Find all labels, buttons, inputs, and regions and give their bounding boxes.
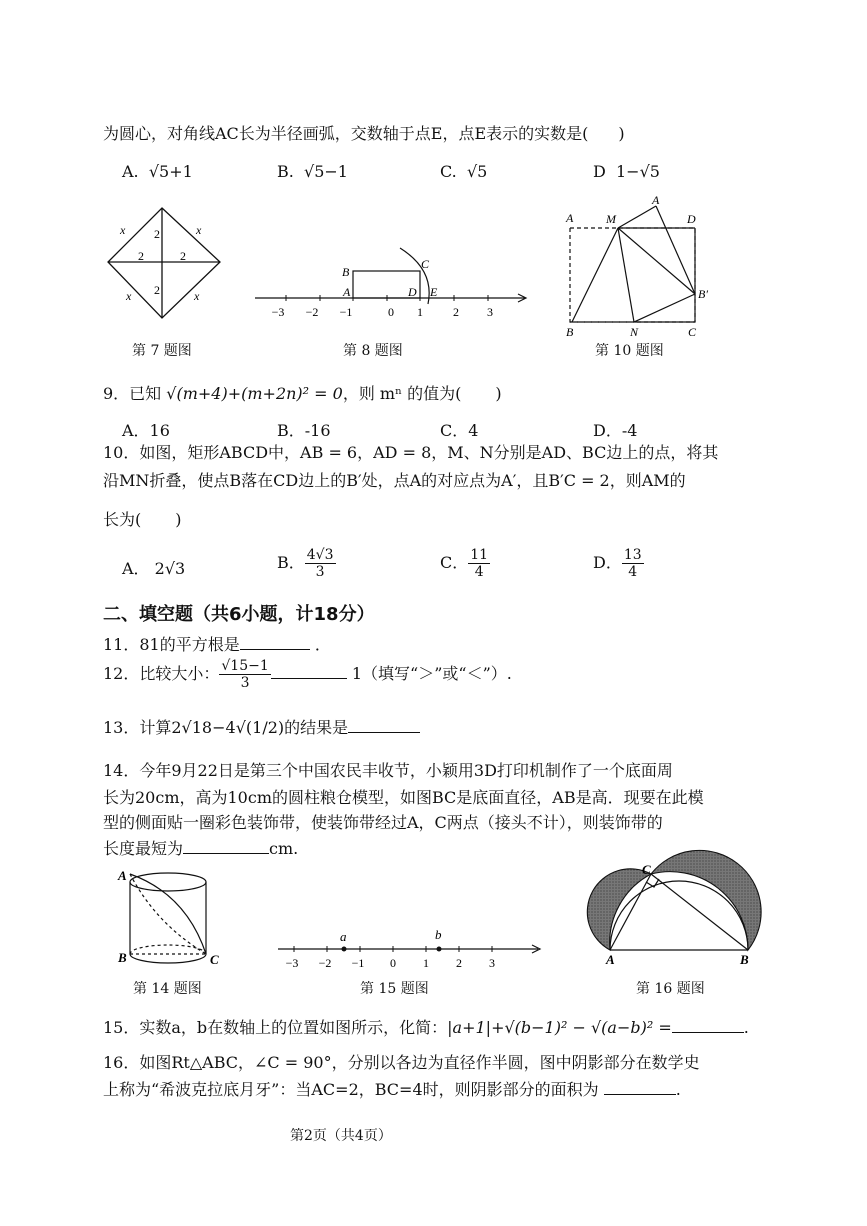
fig8-tick-2: 2 (453, 305, 459, 319)
fig10-label-b-prime: B′ (698, 287, 708, 301)
figure-8 (250, 240, 535, 320)
q10-line-3: 长为( ) (103, 510, 182, 529)
fig10-label-d: D (687, 212, 696, 226)
fig16-label-c: C (642, 862, 651, 877)
fig14-caption: 第 14 题图 (133, 981, 202, 997)
fig7-label-x-br: x (194, 289, 200, 303)
fig10-caption: 第 10 题图 (595, 343, 664, 359)
q8-option-c: C. √5 (440, 162, 488, 181)
fig8-label-a: A (343, 285, 351, 299)
fig14-label-b: B (118, 950, 127, 965)
q8-option-a: A. √5+1 (122, 162, 193, 181)
fig16-label-b: B (740, 952, 749, 967)
fig8-tick-neg1: −1 (339, 305, 353, 319)
figure-14 (116, 864, 226, 970)
page-footer: 第2页（共4页） (290, 1128, 392, 1144)
fig7-label-2-left: 2 (138, 249, 144, 263)
q9-option-c: C．4 (440, 421, 479, 440)
fig8-label-c: C (421, 257, 430, 271)
fig16-caption: 第 16 题图 (636, 981, 705, 997)
fig16-label-a: A (606, 952, 615, 967)
q10-line-1: 10．如图，矩形ABCD中，AB = 6，AD = 8，M、N分别是AD、BC边上的点，将其 (103, 443, 719, 462)
fig8-label-d: D (408, 285, 417, 299)
fig15-tick-neg3: −3 (285, 956, 299, 970)
q10-option-b: B． $\frac{4√3}{3}$ (277, 547, 334, 580)
q9-option-b: B．-16 (277, 421, 331, 440)
fig10-label-n: N (630, 325, 639, 339)
fig14-label-a: A (118, 868, 127, 883)
fig15-point-a (342, 947, 347, 952)
q10-option-d: D． $\frac{13}{4}$ (593, 547, 642, 580)
figure-15 (276, 925, 546, 971)
fig10-label-a-prime: A (652, 193, 660, 207)
fig10-label-m: M (606, 212, 616, 226)
q16-line-1: 16．如图Rt△ABC，∠C = 90°，分别以各边为直径作半圆，图中阴影部分在数学史 (103, 1053, 700, 1072)
section-heading: 二、填空题（共6小题，计18分） (103, 604, 375, 625)
q10-option-a: A． 2√3 (122, 559, 186, 578)
q14-line-2: 长为20cm，高为10cm的圆柱粮仓模型，如图BC是底面直径，AB是高．现要在此模 (103, 788, 704, 807)
q14-line-4: 长度最短为 cm. (103, 839, 299, 858)
figure-7 (100, 200, 240, 330)
fig8-tick-neg2: −2 (305, 305, 319, 319)
fig15-tick-1: 1 (423, 956, 429, 970)
q9-option-d: D．-4 (593, 421, 638, 440)
q10-option-c: C． $\frac{11}{4}$ (440, 547, 489, 580)
fig7-label-2-bottom: 2 (154, 283, 160, 297)
fig10-label-c: C (688, 325, 697, 339)
fig7-caption: 第 7 题图 (132, 343, 192, 359)
q8-option-d: D 1−√5 (593, 162, 660, 181)
fig8-label-e: E (430, 285, 438, 299)
fig15-tick-0: 0 (390, 956, 396, 970)
q8-option-b: B. √5−1 (277, 162, 348, 181)
q9-option-a: A．16 (122, 421, 170, 440)
q12-text: 12．比较大小： $\frac{√15-1}{3}$ 1（填写“＞”或“＜”）. (103, 658, 512, 691)
q15-text: 15．实数a，b在数轴上的位置如图所示，化简：|a+1|+√(b−1)² − √(a−b)² = . (103, 1018, 749, 1037)
q14-line-1: 14．今年9月22日是第三个中国农民丰收节，小颖用3D打印机制作了一个底面周 (103, 761, 673, 780)
q10-line-2: 沿MN折叠，使点B落在CD边上的B′处，点A的对应点为A′，且B′C = 2，则AM的 (103, 471, 686, 490)
fig15-caption: 第 15 题图 (360, 981, 429, 997)
fig7-label-2-top: 2 (154, 227, 160, 241)
fig8-label-b: B (342, 265, 350, 279)
fig15-point-b (437, 947, 442, 952)
fig7-label-x-bl: x (126, 289, 132, 303)
fig7-label-x-tl: x (120, 223, 126, 237)
fig15-label-a: a (340, 929, 347, 944)
fig15-tick-neg1: −1 (351, 956, 365, 970)
fig8-caption: 第 8 题图 (343, 343, 403, 359)
fig15-tick-2: 2 (456, 956, 462, 970)
q13-text: 13．计算2√18−4√(1/2)的结果是 (103, 715, 420, 738)
fig14-label-c: C (210, 952, 219, 967)
fig8-tick-3: 3 (487, 305, 493, 319)
fig10-label-a: A (566, 211, 574, 225)
q14-line-3: 型的侧面贴一圈彩色装饰带，使装饰带经过A，C两点（接头不计），则装饰带的 (103, 813, 663, 832)
q16-line-2: 上称为“希波克拉底月牙”：当AC=2，BC=4时，则阴影部分的面积为 . (103, 1080, 681, 1099)
figure-10 (560, 190, 720, 338)
fig8-tick-1: 1 (417, 305, 423, 319)
q8-text: 为圆心，对角线AC长为半径画弧，交数轴于点E，点E表示的实数是( ) (103, 124, 625, 143)
fig15-tick-neg2: −2 (318, 956, 332, 970)
fig8-tick-neg3: −3 (271, 305, 285, 319)
fig8-tick-0: 0 (388, 305, 394, 319)
q11-text: 11．81的平方根是 ． (103, 635, 331, 654)
fig7-label-2-right: 2 (180, 249, 186, 263)
fig15-label-b: b (435, 927, 442, 942)
q9-text: 9．已知 √(m+4)+(m+2n)² = 0，则 mⁿ 的值为( ) (103, 384, 502, 403)
fig7-label-x-tr: x (196, 223, 202, 237)
fig15-tick-3: 3 (489, 956, 495, 970)
figure-16 (588, 860, 758, 970)
fig10-label-b: B (566, 325, 574, 339)
